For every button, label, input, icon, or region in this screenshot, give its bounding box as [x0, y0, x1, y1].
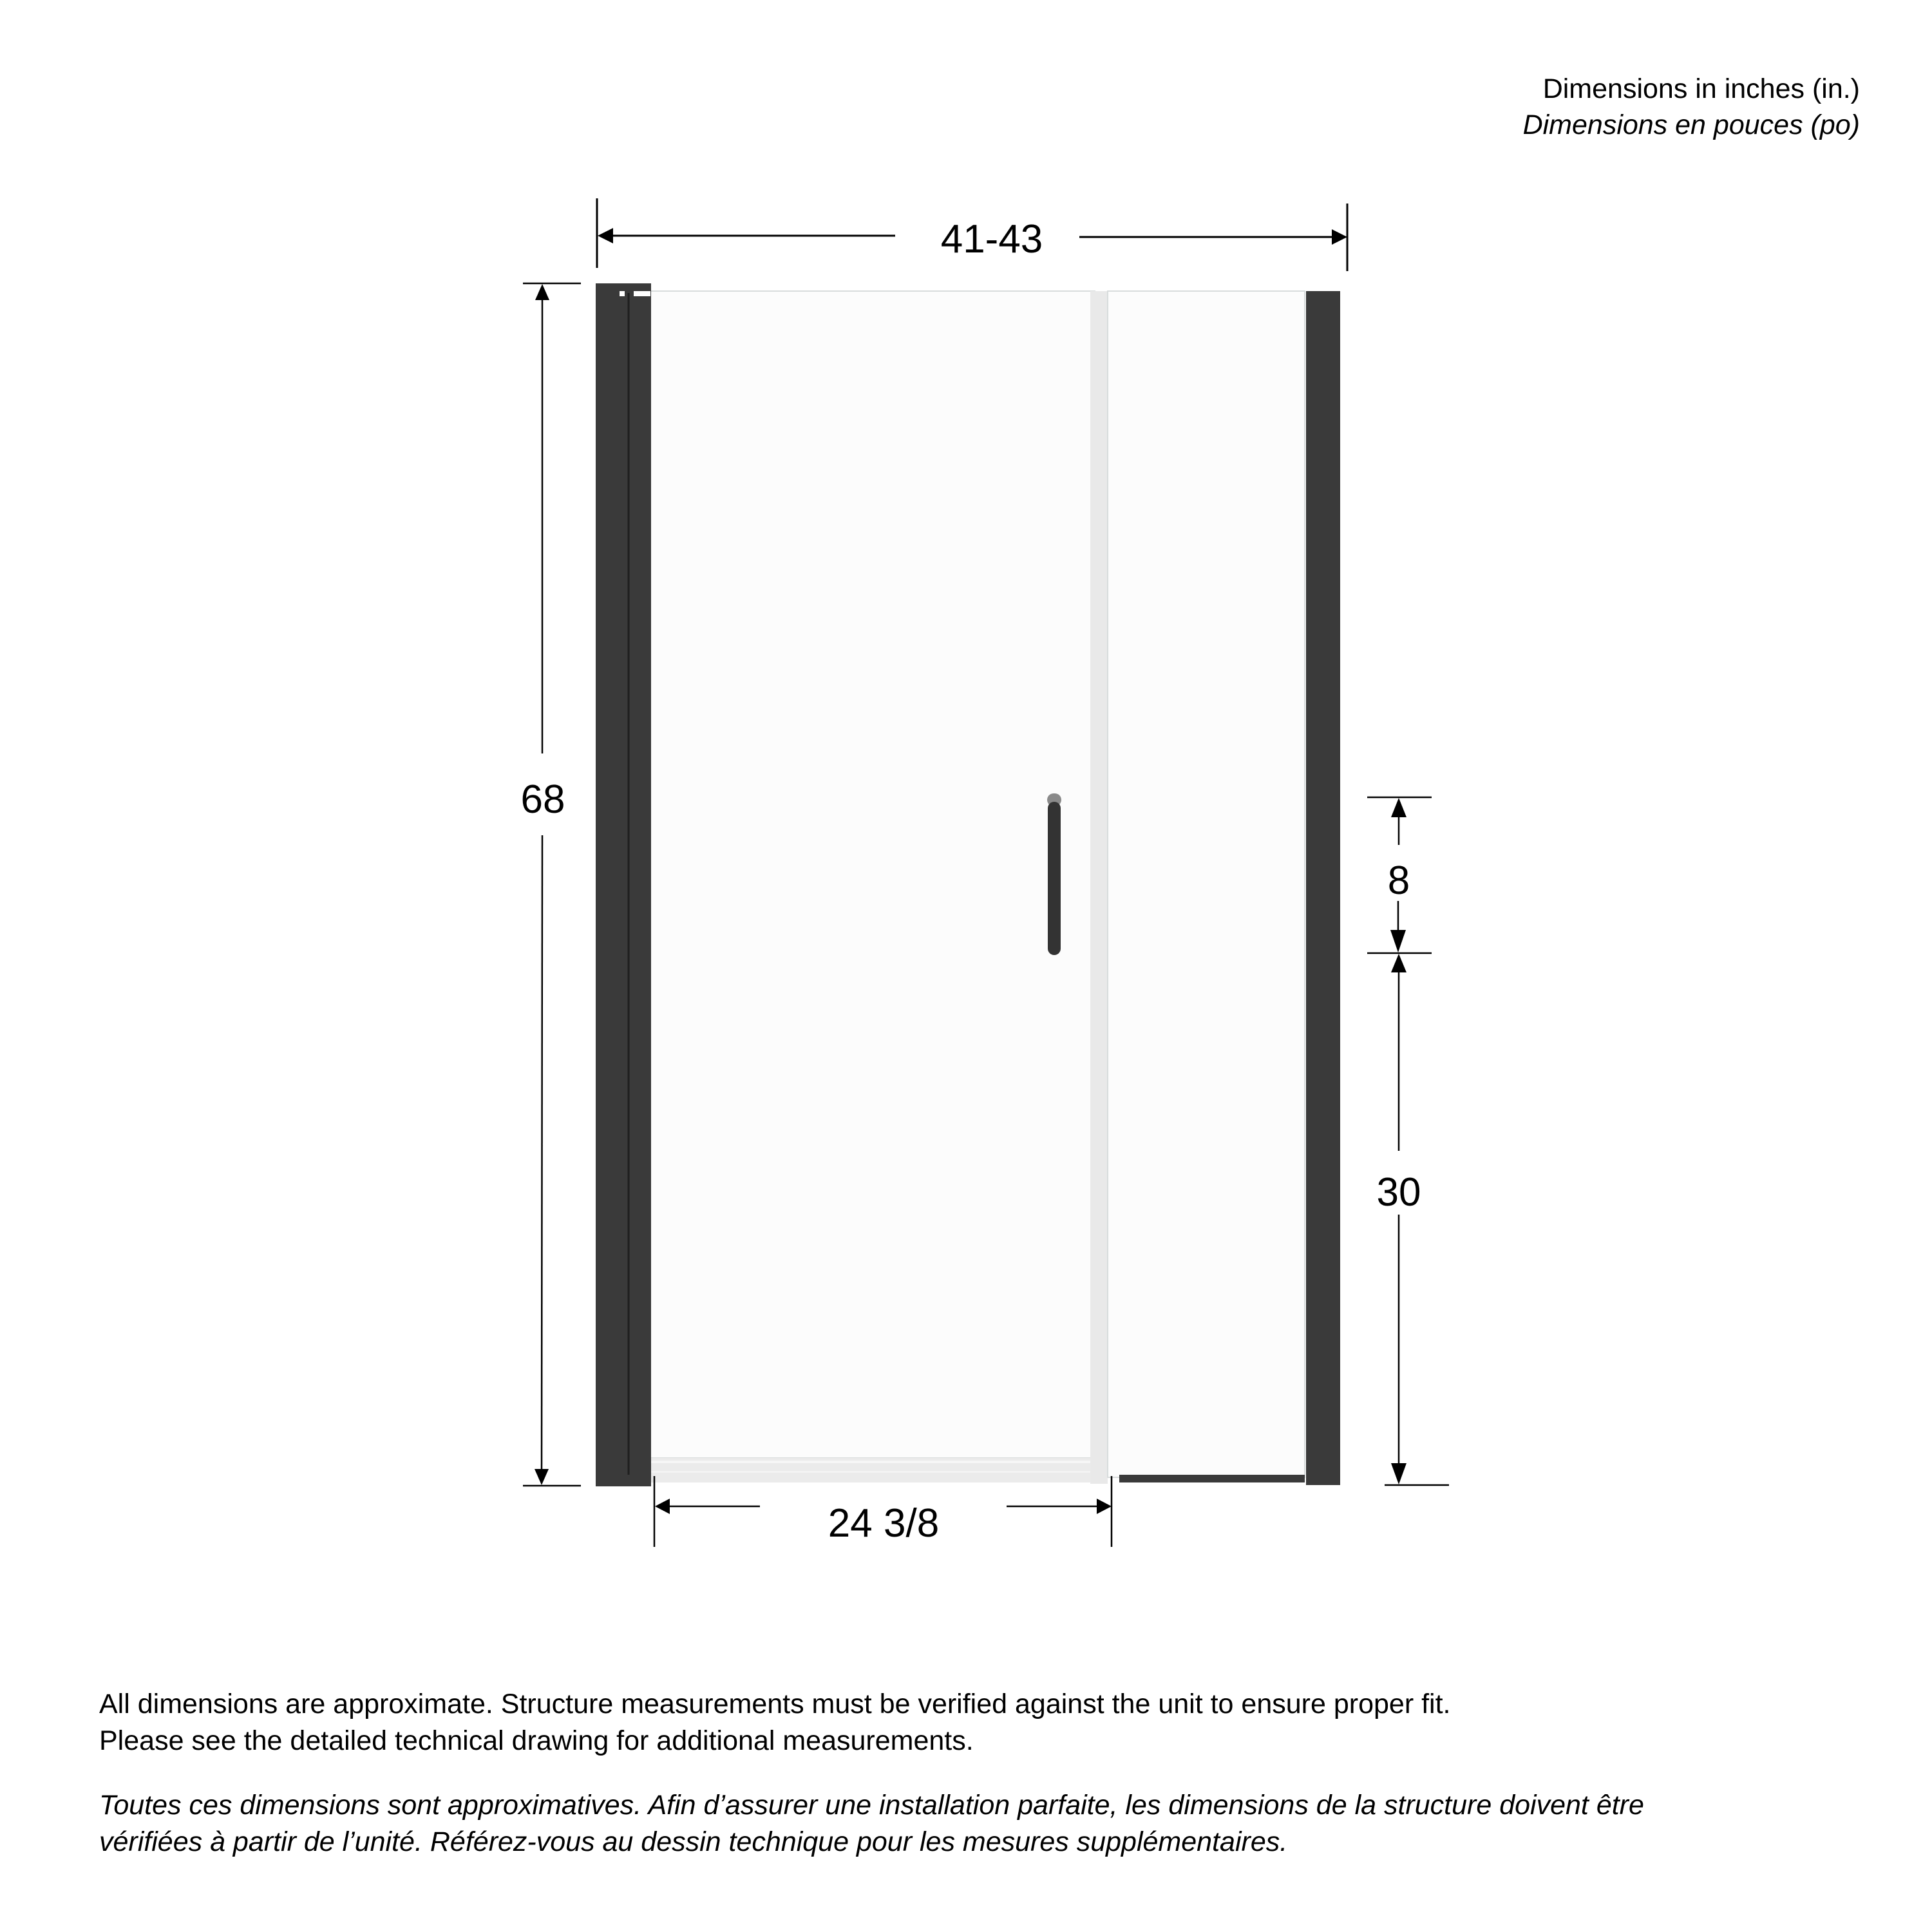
note-en-line-2: Please see the detailed technical drawing for additional measurements. — [99, 1725, 974, 1756]
note-fr-line-2: vérifiées à partir de l’unité. Référez-vous au dessin technique pour les mesures supplémentaires. — [99, 1826, 1288, 1857]
door-glass-panel — [650, 291, 1101, 1482]
note-en-line-1: All dimensions are approximate. Structure measurements must be verified against the unit to ensure proper fit. — [99, 1689, 1451, 1719]
fixed-glass-panel — [1108, 291, 1305, 1482]
overall-width-label: 41-43 — [940, 217, 1043, 261]
handle-length-label: 8 — [1387, 858, 1410, 903]
overall-height-dimension — [520, 283, 581, 1486]
door-opening-label: 24 3/8 — [828, 1501, 940, 1546]
door-handle — [1047, 793, 1061, 955]
units-french: Dimensions en pouces (po) — [1522, 109, 1860, 140]
note-fr-line-1: Toutes ces dimensions sont approximatives. Afin d’assurer une installation parfaite, les dimensions de la structure doivent être — [99, 1790, 1644, 1821]
left-wall-jamb — [596, 283, 651, 1486]
units-english: Dimensions in inches (in.) — [1542, 73, 1860, 104]
panel-divider — [1090, 291, 1108, 1484]
overall-height-label: 68 — [520, 777, 565, 822]
right-wall-jamb — [1306, 291, 1340, 1485]
handle-height-label: 30 — [1376, 1170, 1421, 1215]
disclaimer-notes — [99, 1686, 1644, 1861]
